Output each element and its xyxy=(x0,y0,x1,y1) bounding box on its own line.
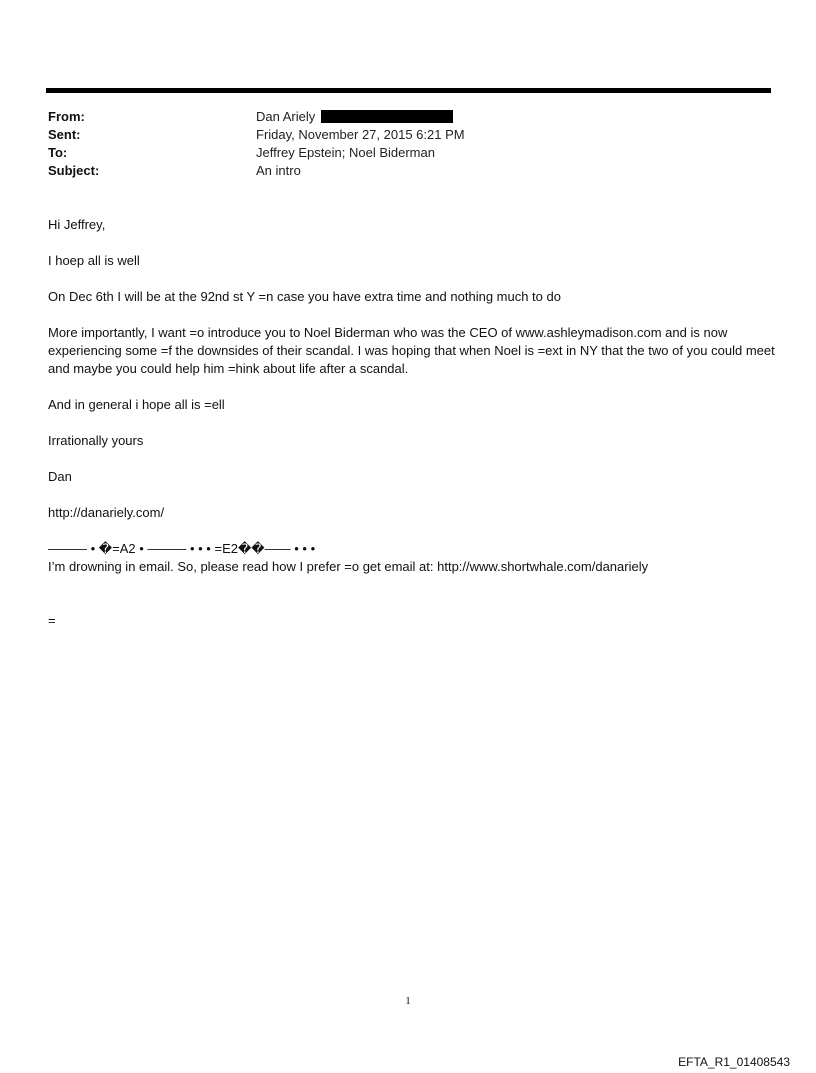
header-rule xyxy=(46,88,771,93)
subject-row xyxy=(48,162,748,180)
body-paragraph-4: And in general i hope all is =ell xyxy=(48,397,225,412)
to-value: Jeffrey Epstein; Noel Biderman xyxy=(256,145,435,160)
closing: Irrationally yours xyxy=(48,433,144,448)
sent-row xyxy=(48,126,748,144)
body-paragraph-3: More importantly, I want =o introduce you to Noel Biderman who was the CEO of www.ashleymadison.com and is now experiencing some =f the downsides of their scandal. I was hoping that when Noel is =ext in NY that the two of you could meet and maybe you could help him =hink about life after a scandal. xyxy=(48,325,775,376)
greeting: Hi Jeffrey, xyxy=(48,217,106,232)
signature-divider: ——— • �=A2 • ——— • • • =E2��—— • • • xyxy=(48,541,316,556)
page-number: 1 xyxy=(405,995,411,1007)
trailing-character: = xyxy=(48,613,56,628)
sent-value: Friday, November 27, 2015 6:21 PM xyxy=(256,127,465,142)
website-link[interactable]: http://danariely.com/ xyxy=(48,505,165,520)
sent-label: Sent: xyxy=(48,127,81,142)
to-label: To: xyxy=(48,145,68,160)
signature-note: I’m drowning in email. So, please read how I prefer =o get email at: http://www.shortwhale.com/danariely xyxy=(48,559,649,574)
email-header xyxy=(48,108,748,180)
from-label: From: xyxy=(48,109,85,124)
body-paragraph-2: On Dec 6th I will be at the 92nd st Y =n case you have extra time and nothing much to do xyxy=(48,289,561,304)
from-row xyxy=(48,108,748,126)
to-row xyxy=(48,144,748,162)
subject-label: Subject: xyxy=(48,163,100,178)
from-value xyxy=(256,108,453,126)
redaction-box xyxy=(321,110,453,123)
sender-name: Dan Ariely xyxy=(256,109,316,124)
body-paragraph-1: I hoep all is well xyxy=(48,253,140,268)
signature-name: Dan xyxy=(48,469,72,484)
document-id: EFTA_R1_01408543 xyxy=(678,1055,790,1069)
subject-value: An intro xyxy=(256,163,301,178)
email-body xyxy=(48,216,778,648)
